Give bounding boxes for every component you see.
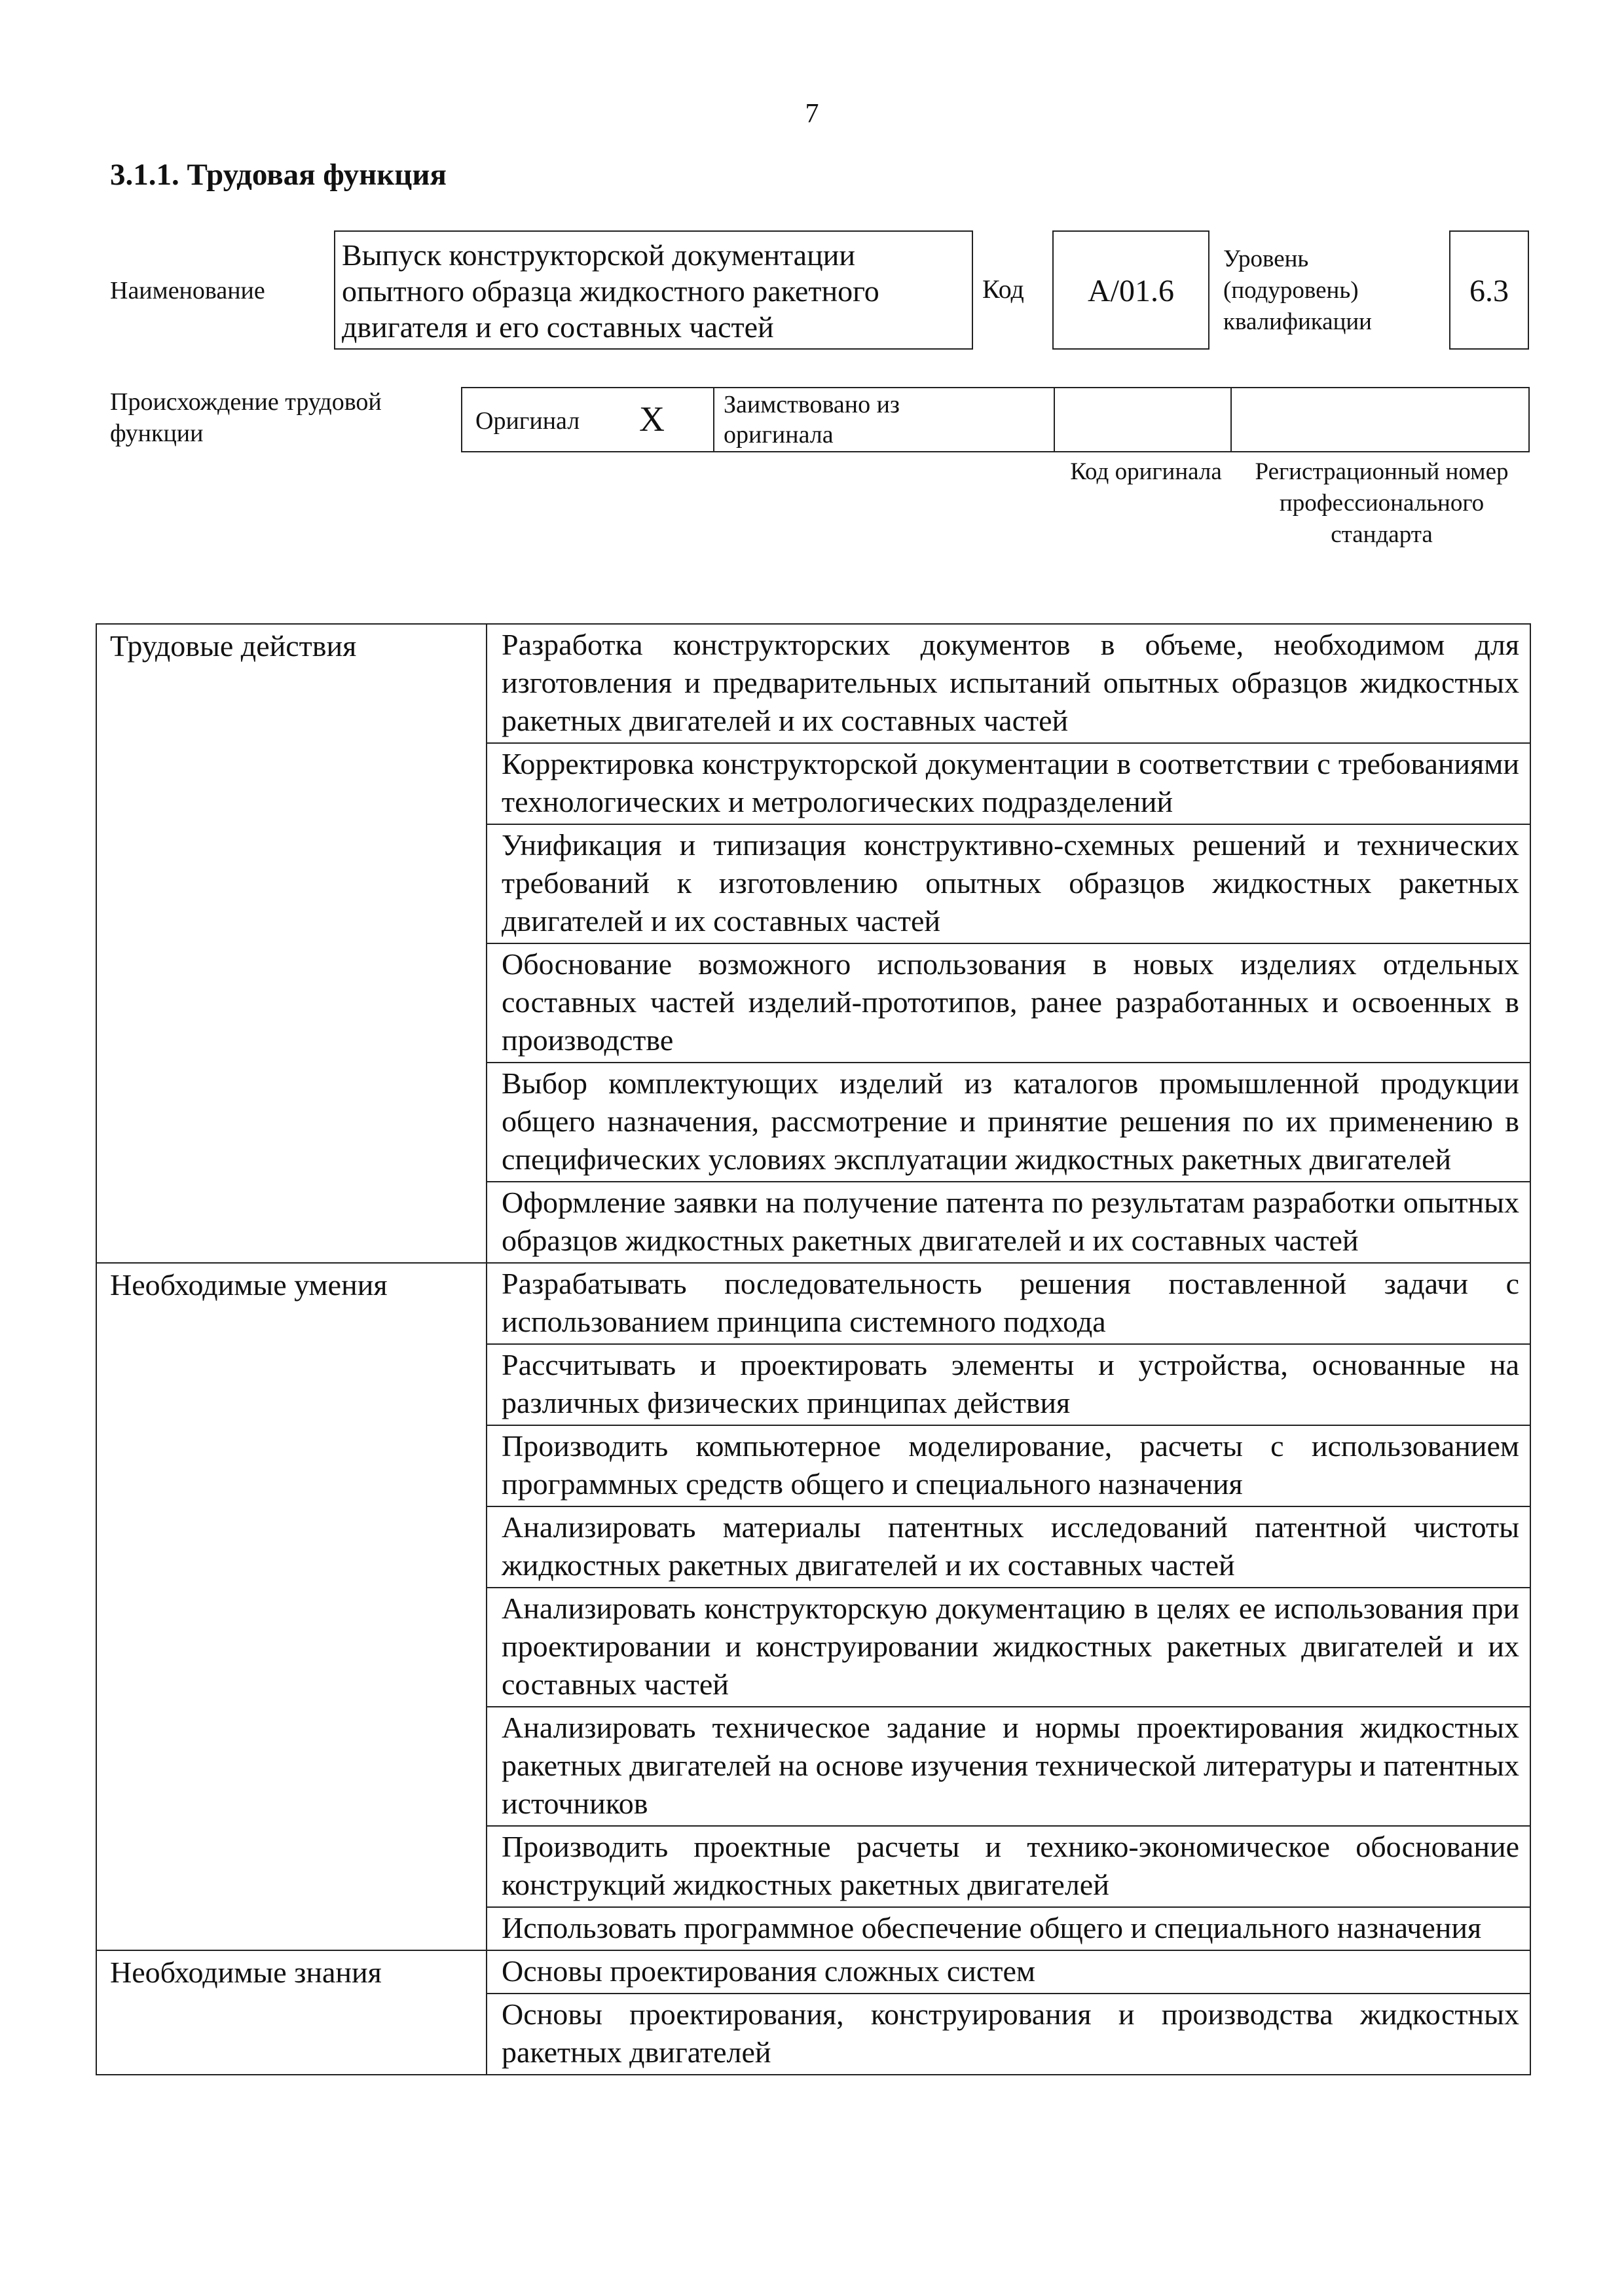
borrowed-label: Заимствовано из оригинала: [724, 391, 900, 448]
origin-label: Происхождение трудовой функции: [110, 388, 382, 447]
section-title: 3.1.1. Трудовая функция: [110, 158, 447, 192]
category-cell: Трудовые действия: [96, 624, 487, 1263]
origin-original-cell: [462, 388, 714, 451]
table-item: Рассчитывать и проектировать элементы и устройства, основанные на различных физических принципах действия: [487, 1344, 1530, 1425]
table-item: Основы проектирования сложных систем: [487, 1950, 1530, 1994]
table-item: Производить проектные расчеты и технико-экономическое обоснование конструкций жидкостных ракетных двигателей: [487, 1826, 1530, 1907]
table-item: Выбор комплектующих изделий из каталогов промышленной продукции общего назначения, рассмотрение и принятие решения по их применению в специфических условиях эксплуатации жидкостных ракетных двигателей: [487, 1063, 1530, 1182]
reg-number-caption: Регистрационный номер профессионального стандарта: [1255, 458, 1509, 548]
page-number: 7: [805, 99, 819, 129]
origin-reg-cell: [1232, 388, 1528, 451]
table-item: Использовать программное обеспечение общего и специального назначения: [487, 1907, 1530, 1950]
code-original-caption: Код оригинала: [1070, 458, 1222, 485]
table-item: Корректировка конструкторской документации в соответствии с требованиями технологических и метрологических подразделений: [487, 743, 1530, 824]
origin-code-cell: [1055, 388, 1232, 451]
original-label: Оригинал: [475, 407, 580, 435]
original-mark: X: [639, 399, 665, 439]
table-row: [96, 1950, 1530, 1994]
code-value-box: A/01.6: [1052, 230, 1209, 350]
origin-borrowed-cell: [714, 388, 1055, 451]
table-item: Анализировать материалы патентных исследований патентной чистоты жидкостных ракетных двигателей и их составных частей: [487, 1506, 1530, 1588]
code-label: Код: [982, 274, 1024, 304]
table-item: Производить компьютерное моделирование, расчеты с использованием программных средств общего и специального назначения: [487, 1425, 1530, 1506]
table-row: [96, 624, 1530, 743]
table-row: [96, 1263, 1530, 1344]
table-item: Разработка конструкторских документов в объеме, необходимом для изготовления и предварительных испытаний опытных образцов жидкостных ракетных двигателей и их составных частей: [487, 624, 1530, 743]
table-item: Обоснование возможного использования в новых изделиях отдельных составных частей изделий-прототипов, ранее разработанных и освоенных в производстве: [487, 943, 1530, 1063]
origin-row: [461, 387, 1530, 452]
table-item: Разрабатывать последовательность решения поставленной задачи с использованием принципа системного подхода: [487, 1263, 1530, 1344]
category-cell: Необходимые умения: [96, 1263, 487, 1950]
requirements-table: [96, 623, 1531, 2075]
table-item: Оформление заявки на получение патента по результатам разработки опытных образцов жидкостных ракетных двигателей и их составных частей: [487, 1182, 1530, 1263]
level-value-box: 6.3: [1449, 230, 1529, 350]
table-item: Анализировать конструкторскую документацию в целях ее использования при проектировании и конструировании жидкостных ракетных двигателей и их составных частей: [487, 1588, 1530, 1707]
level-label: Уровень (подуровень) квалификации: [1223, 246, 1372, 335]
function-name-box: Выпуск конструкторской документации опытного образца жидкостного ракетного двигателя и его составных частей: [334, 230, 973, 350]
table-item: Основы проектирования, конструирования и производства жидкостных ракетных двигателей: [487, 1994, 1530, 2075]
category-cell: Необходимые знания: [96, 1950, 487, 2075]
name-label: Наименование: [110, 277, 265, 304]
table-item: Унификация и типизация конструктивно-схемных решений и технических требований к изготовлению опытных образцов жидкостных ракетных двигателей и их составных частей: [487, 824, 1530, 943]
table-item: Анализировать техническое задание и нормы проектирования жидкостных ракетных двигателей на основе изучения технической литературы и патентных источников: [487, 1707, 1530, 1826]
